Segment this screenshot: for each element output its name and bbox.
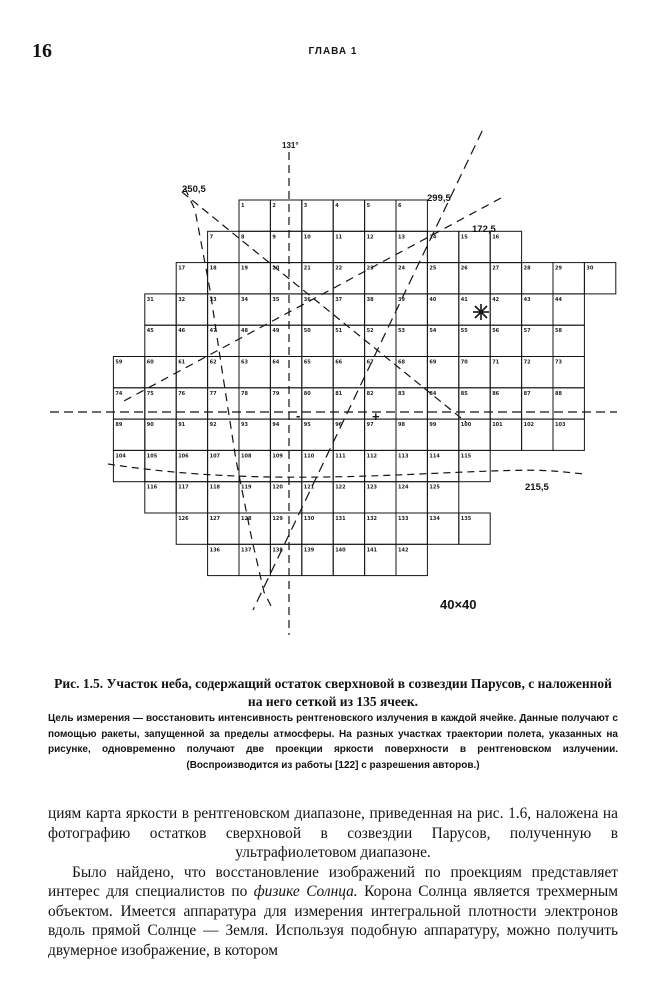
- grid-cell-number: 65: [303, 359, 311, 366]
- grid-cell-number: 101: [492, 422, 503, 429]
- cell-grid: [113, 200, 615, 576]
- grid-cell-number: 138: [272, 547, 283, 554]
- grid-cell-number: 117: [178, 484, 189, 491]
- grid-cell-number: 59: [115, 359, 123, 366]
- grid-cell-number: 109: [272, 453, 283, 460]
- grid-cell-number: 61: [178, 359, 186, 366]
- grid-cell-number: 114: [429, 453, 440, 460]
- grid-cell-number: 21: [303, 265, 311, 272]
- grid-cell-number: 106: [178, 453, 189, 460]
- grid-cell-number: 70: [460, 359, 468, 366]
- grid-cell-number: 12: [366, 234, 374, 241]
- grid-cell-number: 127: [209, 516, 221, 522]
- grid-cell-number: 94: [272, 422, 280, 429]
- grid-cell-number: 7: [209, 234, 214, 241]
- grid-size-label: 40×40: [440, 597, 477, 612]
- star-marker: [473, 304, 489, 320]
- grid-cell-number: 86: [492, 390, 500, 397]
- grid-cell-number: 66: [335, 359, 343, 366]
- plus-mark: +: [372, 409, 380, 424]
- grid-cell-number: 122: [335, 484, 346, 491]
- grid-cell-number: 110: [303, 453, 315, 460]
- grid-cell-number: 113: [398, 453, 409, 460]
- grid-cell-number: 125: [429, 484, 440, 491]
- grid-cell-number: 36: [303, 296, 311, 303]
- grid-cell-number: 112: [366, 453, 378, 460]
- grid-cell-number: 97: [366, 422, 374, 429]
- grid-cell-number: 91: [178, 422, 186, 429]
- grid-cell-number: 124: [398, 484, 409, 491]
- grid-cell-number: 104: [115, 453, 126, 460]
- grid-cell-number: 79: [272, 390, 280, 397]
- grid-cell-number: 118: [209, 484, 221, 491]
- grid-cell-number: 33: [209, 296, 217, 303]
- grid-cell-number: 43: [523, 296, 531, 303]
- grid-cell-number: 129: [272, 516, 283, 522]
- grid-cell-number: 56: [492, 328, 500, 335]
- grid-cell-number: 69: [429, 359, 437, 366]
- grid-cell-number: 105: [146, 453, 158, 460]
- grid-cell-number: 137: [241, 547, 252, 554]
- grid-cell-number: 128: [241, 516, 252, 522]
- paragraph-2-start: Было найдено, что восстановление изображений по проекциям представляет интерес для специалистов по: [48, 863, 618, 900]
- grid-cell-number: 83: [398, 390, 405, 397]
- angle-label-250: 250,5: [182, 184, 206, 195]
- grid-cell-number: 139: [303, 547, 315, 554]
- grid-cell-number: 6: [398, 203, 402, 209]
- grid-cell-number: 107: [209, 453, 221, 460]
- grid-cell-number: 89: [115, 422, 123, 429]
- grid-cell-number: 3: [303, 203, 308, 209]
- grid-cell-number: 119: [241, 484, 252, 491]
- grid-cell-number: 31: [146, 296, 154, 303]
- grid-cell-number: 85: [460, 390, 468, 397]
- trajectory-131-path: [185, 188, 272, 608]
- grid-cell-number: 126: [178, 516, 189, 522]
- grid-cell-number: 73: [555, 359, 562, 366]
- grid-cell-number: 45: [146, 328, 154, 335]
- grid-cell-number: 74: [115, 390, 123, 397]
- grid-cell-number: 141: [366, 547, 378, 554]
- grid-cell-number: 93: [241, 422, 248, 429]
- grid-cell-number: 131: [335, 516, 346, 522]
- grid-cell-number: 19: [241, 265, 248, 272]
- grid-cell-number: 95: [303, 422, 311, 429]
- grid-cell-number: 84: [429, 390, 437, 397]
- grid-cell-number: 48: [241, 328, 248, 335]
- grid-cell-number: 52: [366, 328, 374, 335]
- paragraph-1: циям карта яркости в рентгеновском диапазоне, приведенная на рис. 1.6, наложена на фотографию остатков сверхновой в созвездии Парусов, полученную в ультрафиолетовом диапазоне.: [48, 805, 618, 861]
- grid-cell-number: 102: [523, 422, 535, 429]
- grid-cell-number: 64: [272, 359, 280, 366]
- grid-cell-number: 115: [460, 453, 472, 460]
- grid-cell-number: 100: [460, 422, 472, 429]
- grid-cell-number: 9: [272, 234, 276, 241]
- grid-cell-number: 88: [555, 390, 562, 397]
- grid-cell-number: 140: [335, 547, 346, 554]
- grid-cell-number: 81: [335, 390, 343, 397]
- emphasis-solar-physics: физике Солнца.: [253, 883, 358, 900]
- grid-cell-number: 142: [398, 547, 409, 554]
- grid-cell-number: 18: [209, 265, 217, 272]
- grid-cell-number: 111: [335, 453, 346, 460]
- grid-cell-number: 130: [303, 516, 315, 522]
- grid-cell-number: 80: [303, 390, 311, 397]
- grid-cell-number: 5: [366, 203, 371, 209]
- grid-cell-number: 99: [429, 422, 437, 429]
- grid-cell-number: 53: [398, 328, 405, 335]
- angle-label-131: 131°: [282, 141, 299, 150]
- grid-cell-number: 62: [209, 359, 217, 366]
- grid-cell-number: 67: [366, 359, 374, 366]
- grid-cell-number: 39: [398, 296, 405, 303]
- grid-cell-number: 60: [146, 359, 154, 366]
- grid-cell-number: 120: [272, 484, 283, 491]
- trajectory-299: [253, 130, 496, 610]
- grid-cell-number: 98: [398, 422, 405, 429]
- grid-cell-number: 49: [272, 328, 280, 335]
- grid-cell-number: 41: [460, 296, 468, 303]
- grid-cell-number: 15: [460, 234, 468, 241]
- grid-cell-number: 58: [555, 328, 562, 335]
- figure-note: Цель измерения — восстановить интенсивность рентгеновского излучения в каждой ячейке. Данные получают с помощью ракеты, запущенной за пределы атмосферы. На разных участках траектории полета, указанных на рисунке, одновременно получают две проекции яркости поверхности в рентгеновском излучении. (Воспроизводится из работы [122] с разрешения авторов.): [48, 713, 618, 771]
- grid-cell-number: 51: [335, 328, 343, 335]
- grid-cell-number: 26: [460, 265, 468, 272]
- grid-cell-number: 16: [492, 234, 500, 241]
- grid-cell-number: 116: [146, 484, 158, 491]
- angle-label-215: 215,5: [525, 482, 549, 493]
- figure-caption: Рис. 1.5. Участок неба, содержащий остаток сверхновой в созвездии Парусов, с наложенной на него сеткой из 135 ячеек.: [54, 676, 612, 709]
- grid-cell-number: 32: [178, 296, 186, 303]
- grid-cell-number: 92: [209, 422, 217, 429]
- grid-cell-number: 10: [303, 234, 311, 241]
- grid-cell-number: 121: [303, 484, 315, 491]
- grid-cell-number: 13: [398, 234, 405, 241]
- grid-cell-number: 50: [303, 328, 311, 335]
- trajectory-215: [108, 464, 585, 477]
- grid-cell-number: 25: [429, 265, 437, 272]
- grid-cell-number: 77: [209, 390, 217, 397]
- page-number: 16: [32, 40, 52, 62]
- grid-cell-number: 30: [586, 265, 594, 272]
- grid-cell-number: 72: [523, 359, 531, 366]
- grid-cell-number: 68: [398, 359, 405, 366]
- grid-cell-number: 1: [241, 203, 245, 209]
- grid-cell-number: 134: [429, 516, 440, 522]
- grid-cell-number: 14: [429, 234, 437, 241]
- grid-cell-number: 135: [460, 516, 472, 522]
- grid-cell-number: 11: [335, 234, 343, 241]
- angle-label-172: 172,5: [472, 224, 496, 235]
- grid-cell-number: 57: [523, 328, 531, 335]
- minus-mark: -: [296, 408, 301, 423]
- grid-cell-number: 27: [492, 265, 500, 272]
- grid-cell-number: 4: [335, 203, 339, 209]
- paragraph-2: [48, 863, 618, 961]
- grid-cell-number: 22: [335, 265, 343, 272]
- grid-cell-number: 54: [429, 328, 437, 335]
- paragraph-2-end: Корона Солнца является трехмерным объектом. Имеется аппаратура для измерения интегральной плотности электронов вдоль прямой Солнце — Земля. Используя подобную аппаратуру, можно получить двумерное изображение, в котором: [48, 883, 618, 959]
- grid-cell-number: 55: [460, 328, 468, 335]
- grid-cell-number: 82: [366, 390, 374, 397]
- grid-cell-number: 17: [178, 265, 186, 272]
- grid-cell-number: 40: [429, 296, 437, 303]
- grid-cell-number: 24: [398, 265, 405, 272]
- grid-cell-number: 136: [209, 547, 221, 554]
- grid-cell-number: 103: [555, 422, 566, 429]
- grid-cell-number: 42: [492, 296, 500, 303]
- grid-cell-number: 71: [492, 359, 500, 366]
- grid-cell-number: 78: [241, 390, 248, 397]
- grid-cell-number: 28: [523, 265, 531, 272]
- grid-cell-number: 108: [241, 453, 252, 460]
- grid-cell-number: 23: [366, 265, 374, 272]
- running-head: ГЛАВА 1: [308, 46, 358, 57]
- grid-cell-number: 38: [366, 296, 374, 303]
- grid-cell-number: 96: [335, 422, 343, 429]
- grid-cell-number: 87: [523, 390, 531, 397]
- grid-cell-number: 123: [366, 484, 378, 491]
- grid-cell-number: 35: [272, 296, 280, 303]
- angle-label-299: 299,5: [427, 193, 451, 204]
- grid-cell-number: 132: [366, 516, 378, 522]
- grid-cell-number: 133: [398, 516, 409, 522]
- grid-cell-number: 46: [178, 328, 186, 335]
- grid-cell-number: 63: [241, 359, 248, 366]
- grid-cell-number: 8: [241, 234, 245, 241]
- sky-grid-figure: [0, 130, 666, 660]
- grid-cell-number: 37: [335, 296, 343, 303]
- grid-cell-number: 76: [178, 390, 186, 397]
- grid-cell-number: 75: [146, 390, 154, 397]
- angle-labels: [182, 141, 549, 612]
- grid-cell-number: 47: [209, 328, 217, 335]
- grid-cell-number: 44: [555, 296, 562, 303]
- grid-cell-number: 2: [272, 203, 276, 209]
- grid-cell-number: 34: [241, 296, 248, 303]
- body-text: [48, 804, 618, 960]
- grid-cell-number: 20: [272, 265, 280, 272]
- grid-cell-number: 29: [555, 265, 562, 272]
- grid-cell-number: 90: [146, 422, 154, 429]
